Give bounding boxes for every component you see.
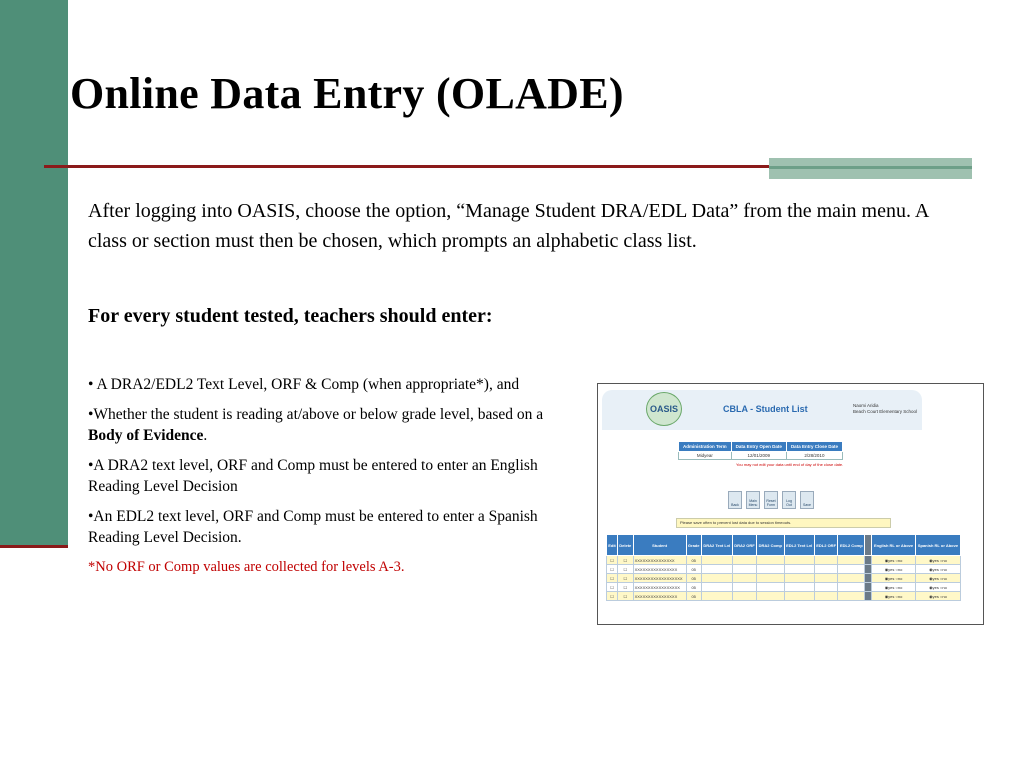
- column-header: Student: [633, 535, 686, 556]
- bullet-bold-text: Body of Evidence: [88, 427, 204, 444]
- table-row: [607, 565, 961, 574]
- grade-cell: 05: [686, 556, 701, 565]
- left-accent-underline: [0, 545, 68, 548]
- edl2-orf-input[interactable]: [814, 583, 838, 592]
- spanish-level-radio[interactable]: ◉yes ○no: [915, 556, 960, 565]
- column-header: Spanish RL or Above: [915, 535, 960, 556]
- bullet-item: • A DRA2/EDL2 Text Level, ORF & Comp (when appropriate*), and: [88, 376, 520, 393]
- delete-checkbox[interactable]: ☐: [623, 566, 628, 572]
- student-table: [606, 534, 961, 601]
- spanish-level-radio[interactable]: ◉yes ○no: [915, 574, 960, 583]
- column-header: DRA2 Text Lvl: [701, 535, 732, 556]
- dra2-comp-input[interactable]: [757, 556, 784, 565]
- edl2-comp-input[interactable]: [838, 583, 865, 592]
- school-name: Beach Court Elementary School: [853, 409, 918, 414]
- title-divider: [44, 165, 769, 168]
- user-info: [853, 403, 917, 415]
- save-warning: Please save often to prevent lost data due to session timeouts.: [676, 518, 891, 528]
- checkbox-cell: [607, 583, 618, 592]
- grade-cell: 05: [686, 565, 701, 574]
- english-level-radio[interactable]: ◉yes ○no: [872, 565, 916, 574]
- edl2-orf-input[interactable]: [814, 592, 838, 601]
- delete-checkbox[interactable]: ☐: [623, 575, 628, 581]
- column-separator: [865, 592, 872, 601]
- edl2-text-level-input[interactable]: [784, 583, 814, 592]
- dra2-orf-input[interactable]: [732, 583, 756, 592]
- edl2-text-level-input[interactable]: [784, 592, 814, 601]
- column-separator: [865, 556, 872, 565]
- admin-header: Data Entry Close Date: [786, 442, 842, 452]
- slide-title: Online Data Entry (OLADE): [70, 69, 624, 118]
- dra2-text-level-input[interactable]: [701, 583, 732, 592]
- admin-cell: 2/28/2010: [786, 452, 842, 460]
- footnote: *No ORF or Comp values are collected for levels A-3.: [88, 559, 405, 575]
- grade-cell: 05: [686, 574, 701, 583]
- edl2-comp-input[interactable]: [838, 574, 865, 583]
- log-out-button[interactable]: Log Out: [782, 491, 796, 509]
- checkbox-cell: [607, 565, 618, 574]
- dra2-orf-input[interactable]: [732, 574, 756, 583]
- edl2-text-level-input[interactable]: [784, 574, 814, 583]
- table-row: [607, 583, 961, 592]
- column-separator: [865, 574, 872, 583]
- dra2-text-level-input[interactable]: [701, 556, 732, 565]
- column-separator: [865, 583, 872, 592]
- delete-checkbox[interactable]: ☐: [623, 593, 628, 599]
- table-row: [607, 574, 961, 583]
- main-menu-button[interactable]: Main Menu: [746, 491, 760, 509]
- edl2-text-level-input[interactable]: [784, 556, 814, 565]
- dra2-orf-input[interactable]: [732, 556, 756, 565]
- checkbox-cell: [607, 592, 618, 601]
- admin-cell: Midyear: [679, 452, 732, 460]
- dra2-text-level-input[interactable]: [701, 565, 732, 574]
- column-header: English RL or Above: [872, 535, 916, 556]
- bullet-text: .: [203, 427, 208, 444]
- column-header: DRA2 Comp: [757, 535, 784, 556]
- bullet-text: •Whether the student is reading at/above or below grade level, based on a: [88, 406, 544, 423]
- checkbox-cell: [607, 556, 618, 565]
- table-row: [607, 592, 961, 601]
- screenshot-title: CBLA - Student List: [723, 404, 808, 414]
- student-name: XXXXXXXXXXXXXXX: [633, 556, 686, 565]
- column-header: Edit: [607, 535, 618, 556]
- checkbox-cell: [617, 565, 633, 574]
- admin-header: Administration Term: [679, 442, 732, 452]
- checkbox-cell: [607, 574, 618, 583]
- student-name: XXXXXXXXXXXXXXXX: [633, 592, 686, 601]
- edl2-orf-input[interactable]: [814, 565, 838, 574]
- column-header: Delete: [617, 535, 633, 556]
- dra2-comp-input[interactable]: [757, 592, 784, 601]
- column-separator: [865, 565, 872, 574]
- edl2-orf-input[interactable]: [814, 556, 838, 565]
- dra2-comp-input[interactable]: [757, 565, 784, 574]
- toolbar: [728, 491, 814, 509]
- column-header: EDL2 ORF: [814, 535, 838, 556]
- student-name: XXXXXXXXXXXXXXXXXX: [633, 574, 686, 583]
- student-name: XXXXXXXXXXXXXXXXX: [633, 583, 686, 592]
- edit-checkbox[interactable]: ☐: [610, 575, 614, 581]
- english-level-radio[interactable]: ◉yes ○no: [872, 574, 916, 583]
- edl2-comp-input[interactable]: [838, 556, 865, 565]
- admin-term-table: [678, 441, 843, 460]
- left-accent-bar: [0, 0, 68, 545]
- column-header: EDL2 Comp: [838, 535, 865, 556]
- delete-checkbox[interactable]: ☐: [623, 557, 628, 563]
- column-header: DRA2 ORF: [732, 535, 756, 556]
- spanish-level-radio[interactable]: ◉yes ○no: [915, 565, 960, 574]
- dra2-text-level-input[interactable]: [701, 574, 732, 583]
- bullet-item: •An EDL2 text level, ORF and Comp must be entered to enter a Spanish Reading Level Decision.: [88, 508, 538, 546]
- spanish-level-radio[interactable]: ◉yes ○no: [915, 583, 960, 592]
- edl2-text-level-input[interactable]: [784, 565, 814, 574]
- dra2-orf-input[interactable]: [732, 592, 756, 601]
- checkbox-cell: [617, 583, 633, 592]
- english-level-radio[interactable]: ◉yes ○no: [872, 556, 916, 565]
- embedded-screenshot: [597, 383, 984, 625]
- edl2-orf-input[interactable]: [814, 574, 838, 583]
- edit-checkbox[interactable]: ☐: [610, 566, 614, 572]
- dra2-comp-input[interactable]: [757, 574, 784, 583]
- table-row: [607, 556, 961, 565]
- intro-paragraph: After logging into OASIS, choose the option, “Manage Student DRA/EDL Data” from the main menu. A class or section must then be chosen, which prompts an alphabetic class list.: [88, 200, 929, 252]
- spanish-level-radio[interactable]: ◉yes ○no: [915, 592, 960, 601]
- grade-cell: 05: [686, 592, 701, 601]
- delete-checkbox[interactable]: ☐: [623, 584, 628, 590]
- admin-note: You may not edit your data until end of day of the close date.: [736, 462, 844, 467]
- checkbox-cell: [617, 556, 633, 565]
- english-level-radio[interactable]: ◉yes ○no: [872, 583, 916, 592]
- column-separator: [865, 535, 872, 556]
- grade-cell: 05: [686, 583, 701, 592]
- user-name: Naomi Aridia: [853, 403, 879, 408]
- english-level-radio[interactable]: ◉yes ○no: [872, 592, 916, 601]
- save-button[interactable]: Save: [800, 491, 814, 509]
- checkbox-cell: [617, 592, 633, 601]
- column-header: Grade: [686, 535, 701, 556]
- edl2-comp-input[interactable]: [838, 592, 865, 601]
- edit-checkbox[interactable]: ☐: [610, 557, 614, 563]
- admin-cell: 12/01/2009: [731, 452, 786, 460]
- column-header: EDL2 Text Lvl: [784, 535, 814, 556]
- dra2-comp-input[interactable]: [757, 583, 784, 592]
- edit-checkbox[interactable]: ☐: [610, 584, 614, 590]
- edl2-comp-input[interactable]: [838, 565, 865, 574]
- dra2-text-level-input[interactable]: [701, 592, 732, 601]
- reset-form-button[interactable]: Reset Form: [764, 491, 778, 509]
- admin-header: Data Entry Open Date: [731, 442, 786, 452]
- student-name: XXXXXXXXXXXXXXXX: [633, 565, 686, 574]
- dra2-orf-input[interactable]: [732, 565, 756, 574]
- title-accent-stripe: [769, 166, 972, 169]
- bullet-item: •A DRA2 text level, ORF and Comp must be entered to enter an English Reading Level Decision: [88, 457, 538, 495]
- oasis-logo: OASIS: [646, 392, 682, 426]
- checkbox-cell: [617, 574, 633, 583]
- bullet-item: [88, 404, 558, 446]
- subheading: For every student tested, teachers should enter:: [88, 305, 493, 327]
- bullet-list: [88, 374, 558, 587]
- back-button[interactable]: Back: [728, 491, 742, 509]
- edit-checkbox[interactable]: ☐: [610, 593, 614, 599]
